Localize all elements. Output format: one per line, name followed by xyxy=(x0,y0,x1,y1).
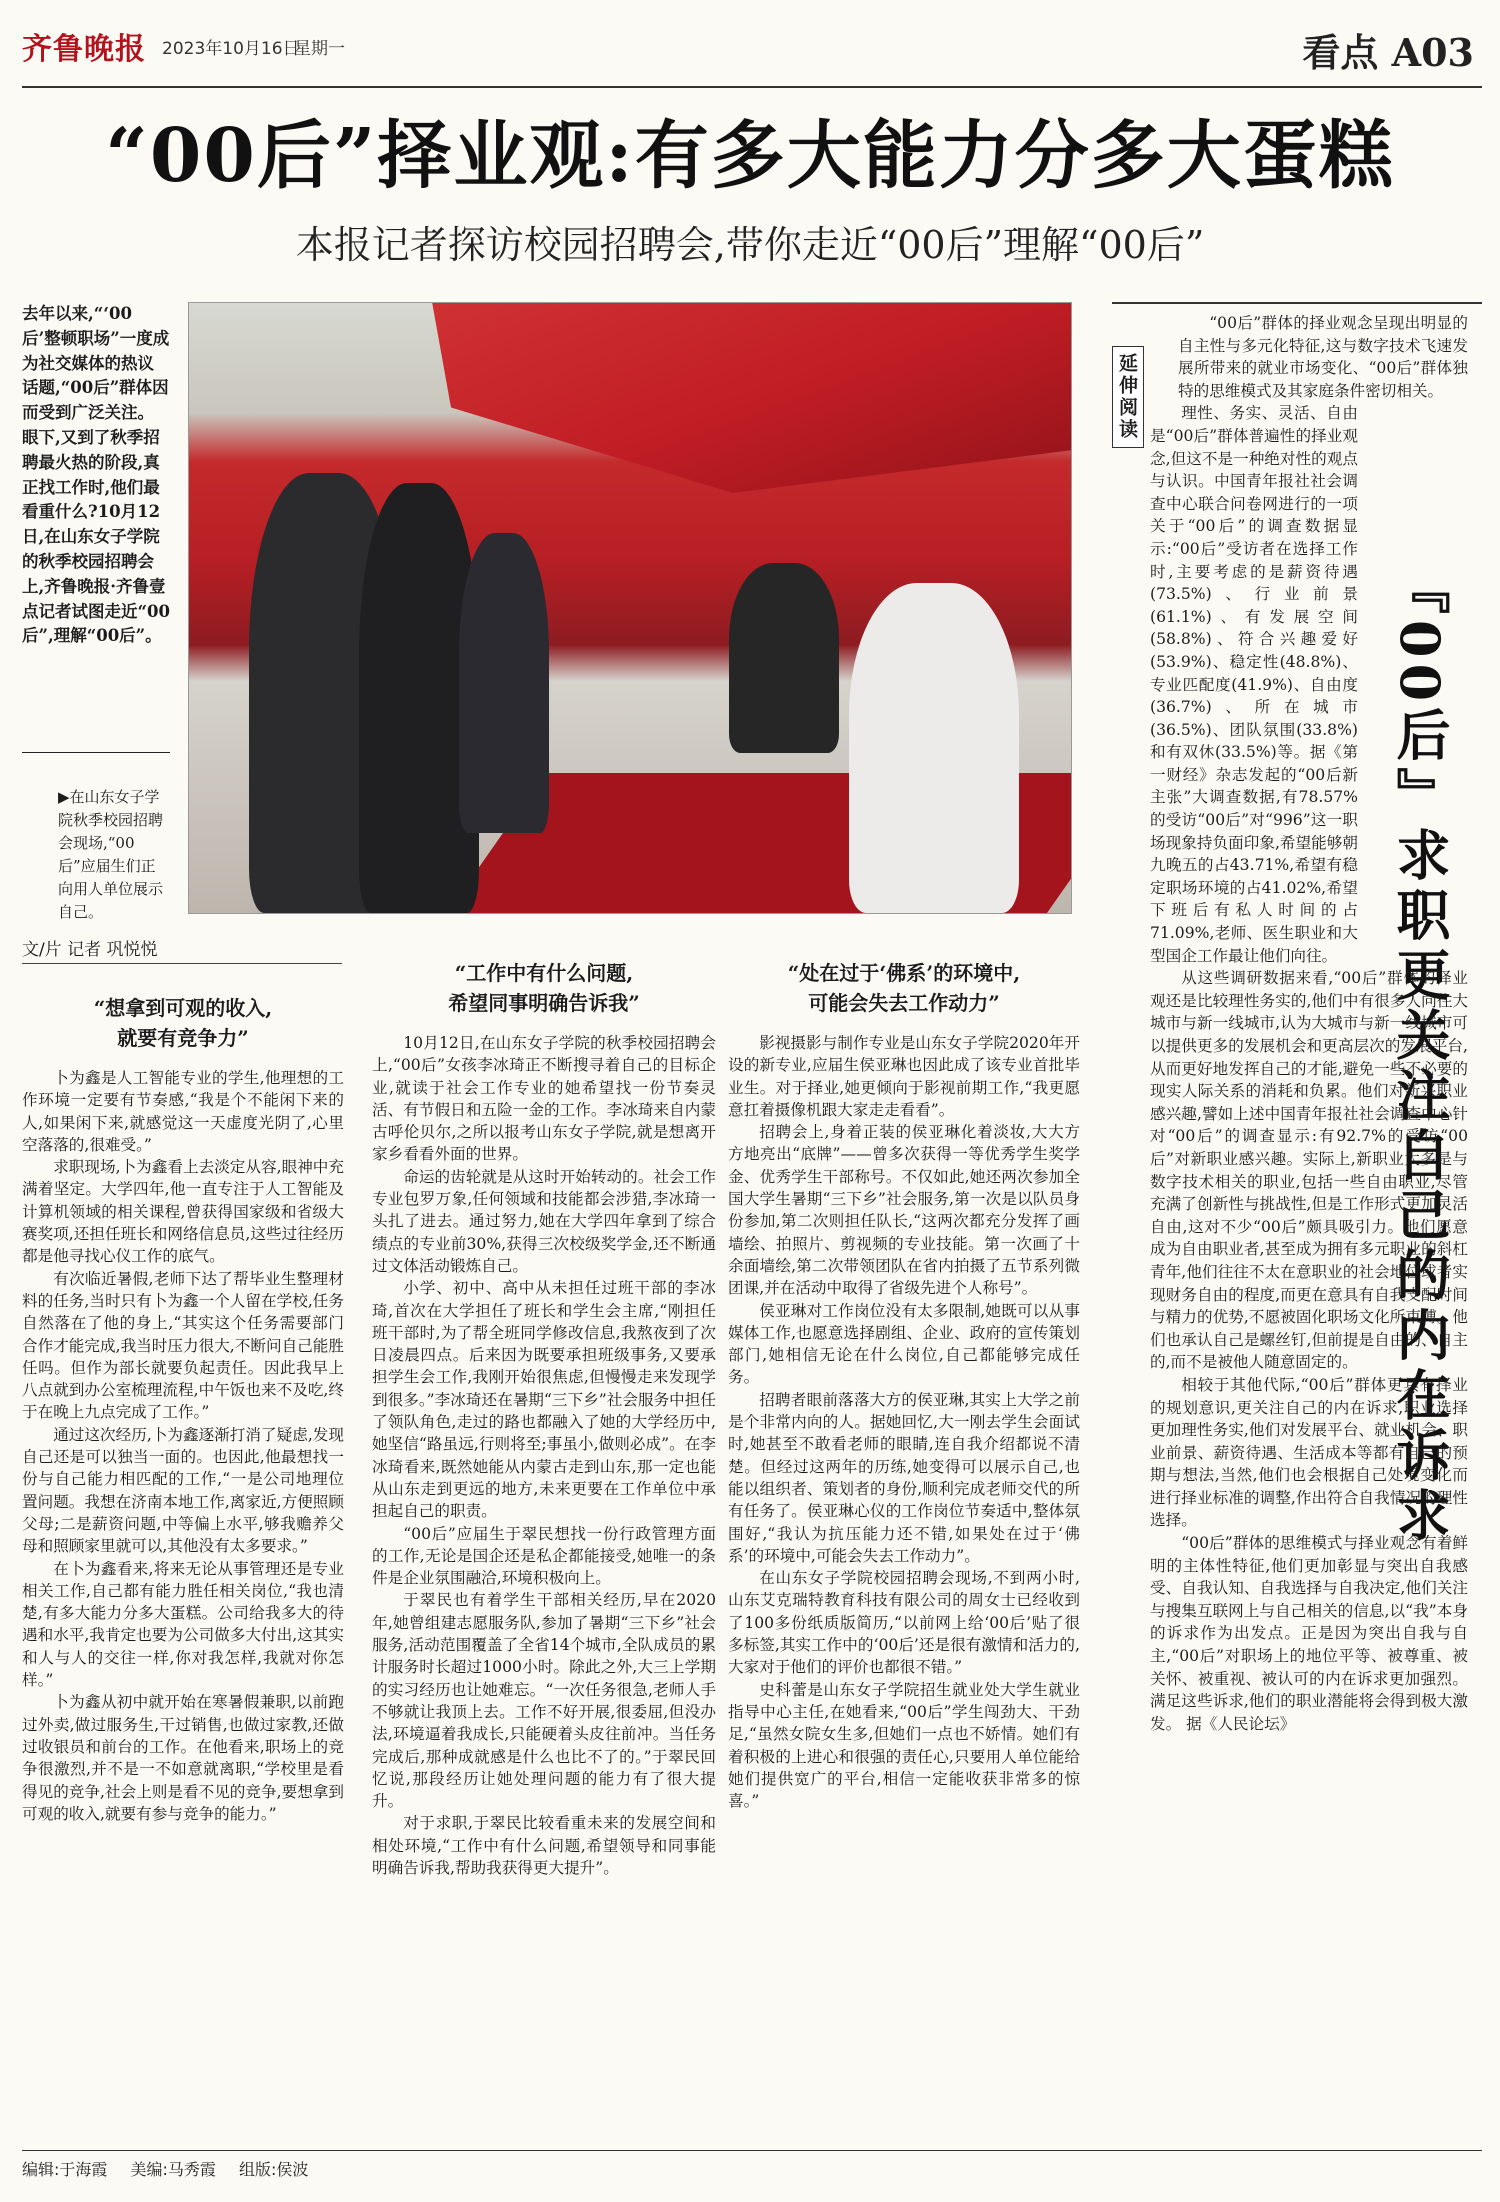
section-title: “处在过于‘佛系’的环境中, 可能会失去工作动力” xyxy=(787,961,1021,1015)
headline: “00后”择业观:有多大能力分多大蛋糕 xyxy=(105,113,1395,199)
paragraph: 侯亚琳对工作岗位没有太多限制,她既可以从事媒体工作,也愿意选择剧组、企业、政府的宣传策划部门,她相信无论在什么岗位,自己都能够完成任务。 xyxy=(728,1301,1080,1387)
paragraph: 史科蕾是山东女子学院招生就业处大学生就业指导中心主任,在她看来,“00后”学生闯劲大、干劲足,“虽然女院女生多,但她们一点也不娇情。她们有着积极的上进心和很强的责任心,只要用人单位能给她们提供宽广的平台,相信一定能收获非常多的惊喜。” xyxy=(728,1680,1080,1811)
photo-caption: ▶在山东女子学院秋季校园招聘会现场,“00后”应届生们正向用人单位展示自己。 xyxy=(58,788,164,921)
editor-credit: 编辑:于海霞 xyxy=(22,2160,108,2179)
paragraph: 影视摄影与制作专业是山东女子学院2020年开设的新专业,应届生侯亚琳也因此成了该专业首批毕业生。对于择业,她更倾向于影视前期工作,“我更愿意扛着摄像机跟大家走走看看”。 xyxy=(728,1034,1080,1119)
subheadline: 本报记者探访校园招聘会,带你走近“00后”理解“00后” xyxy=(295,223,1205,267)
section-title: “工作中有什么问题, 希望同事明确告诉我” xyxy=(448,961,640,1015)
paragraph: 从这些调研数据来看,“00后”群体的择业观还是比较理性务实的,他们中有很多人向往大城市与新一线城市,认为大城市与新一线城市可以提供更多的发展机会和更高层次的发展平台,从而更好地发挥自己的才能,避免一些不必要的现实人际关系的消耗和负累。他们对新兴职业感兴趣,譬如上述中国青年报社社会调查中心针对“00后”的调查显示:有92.7%的受访“00后”对新职业感兴趣。实际上,新职业大多是与数字技术相关的职业,包括一些自由职业,尽管充满了创新性与挑战性,但是工作形式更加灵活自由,这对不少“00后”颇具吸引力。他们愿意成为自由职业者,甚至成为拥有多元职业的斜杠青年,他们往往不太在意职业的社会地位或者实现财务自由的程度,而更在意具有自我支配时间与精力的优势,不愿被固化职场文化所束缚。他们也承认自己是螺丝钉,但前提是自由的、自主的,而不是被他人随意固定的。 xyxy=(1150,969,1468,1372)
photo-credit: 文/片 记者 巩悦悦 xyxy=(22,935,342,964)
paragraph: 在山东女子学院校园招聘会现场,不到两小时,山东艾克瑞特教育科技有限公司的周女士已经收到了100多份纸质版简历,“以前网上给‘00后’贴了很多标签,其实工作中的‘00后’还是很有激情和活力的,大家对于他们的评价也都很不错。” xyxy=(728,1569,1080,1677)
paragraph: 招聘会上,身着正装的侯亚琳化着淡妆,大大方方地亮出“底牌”——曾多次获得一等优秀学生奖学金、优秀学生干部称号。不仅如此,她还两次参加全国大学生暑期“三下乡”社会服务,第一次是以队员身份参加,第二次则担任队长,“这两次都充分发挥了画墙绘、拍照片、剪视频的专业技能。第一次画了十余面墙绘,第二次带领团队在省内拍摄了五节系列微团课,并在活动中取得了省级先进个人称号”。 xyxy=(728,1123,1080,1298)
lead-divider xyxy=(22,752,170,753)
paragraph: 卜为鑫是人工智能专业的学生,他理想的工作环境一定要有节奏感,“我是个不能闲下来的人,如果闲下来,就感觉这一天虚度光阴了,心里空落落的,很难受。” xyxy=(22,1069,344,1154)
masthead xyxy=(22,22,1482,88)
newspaper-logo: 齐鲁晚报 xyxy=(22,32,146,67)
paragraph: 招聘者眼前落落大方的侯亚琳,其实上大学之前是个非常内向的人。据她回忆,大一刚去学生会面试时,她甚至不敢看老师的眼睛,连自我介绍都说不清楚。但经过这两年的历练,她变得可以展示自己,也能以组织者、策划者的身份,顺利完成老师交代的所有任务了。侯亚琳心仪的工作岗位节奏适中,整体氛围好,“我认为抗压能力还不错,如果处在过于‘佛系’的环境中,可能会失去工作动力”。 xyxy=(728,1390,1080,1565)
recruitment-fair-photo xyxy=(188,302,1072,914)
paragraph: 在卜为鑫看来,将来无论从事管理还是专业相关工作,自己都有能力胜任相关岗位,“我也清楚,有多大能力分多大蛋糕。公司给我多大的待遇和水平,我肯定也要为公司做多大付出,这其实和人与人的交往一样,你对我怎样,我就对你怎样。” xyxy=(22,1559,344,1690)
recruiter-figure xyxy=(849,583,1019,913)
paragraph: “00后”群体的思维模式与择业观念有着鲜明的主体性特征,他们更加彰显与突出自我感受、自我认知、自我选择与自我决定,他们关注与搜集互联网上与自己相关的信息,以“我”本身的诉求作为出发点。正是因为突出自我与自主,“00后”对职场上的地位平等、被尊重、被关怀、被重视、被认可的内在诉求更加强烈。满足这些诉求,他们的职业潜能将会得到极大激发。 据《人民论坛》 xyxy=(1150,1534,1468,1733)
section-page-label: 看点 A03 xyxy=(1302,30,1474,75)
section-title: “想拿到可观的收入, 就要有竞争力” xyxy=(93,996,273,1050)
paragraph: 理性、务实、灵活、自由是“00后”群体普遍性的择业观念,但这不是一种绝对性的观点与认识。中国青年报社社会调查中心联合问卷网进行的一项关于“00后”的调查数据显示:“00后”受访者在选择工作时,主要考虑的是薪资待遇(73.5%)、行业前景(61.1%)、有发展空间(58.8%)、符合兴趣爱好(53.9%)、稳定性(48.8%)、专业匹配度(41.9%)、自由度(36.7%)、所在城市(36.5%)、团队氛围(33.8%)和有双休(33.5%)等。据《第一财经》杂志发起的“00后新主张”大调查数据,有78.57%的受访“00后”对“996”这一职场现象持负面印象,希望能够朝九晚五的占43.71%,希望有稳定职场环境的占41.02%,希望下班后有私人时间的占71.09%,老师、医生职业和大型国企工作最让他们向往。 xyxy=(1150,404,1358,965)
sidebar-top-rule xyxy=(1112,302,1482,304)
article-column-1 xyxy=(22,985,344,1825)
paragraph: 10月12日,在山东女子学院的秋季校园招聘会上,“00后”女孩李冰琦正不断搜寻着自己的目标企业,就读于社会工作专业的她希望找一份节奏灵活、有节假日和五险一金的工作。李冰琦来自内蒙古呼伦贝尔,之所以报考山东女子学院,就是想离开家乡看看外面的世界。 xyxy=(372,1034,716,1164)
paragraph: 求职现场,卜为鑫看上去淡定从容,眼神中充满着坚定。大学四年,他一直专注于人工智能及计算机领域的相关课程,曾获得国家级和省级大赛奖项,还担任班长和网络信息员,这些过往经历都是他寻找心仪工作的底气。 xyxy=(22,1158,344,1266)
article-column-3 xyxy=(728,950,1080,1812)
paragraph: 对于求职,于翠民比较看重未来的发展空间和相处环境,“工作中有什么问题,希望领导和同事能明确告诉我,帮助我获得更大提升”。 xyxy=(372,1814,716,1877)
paragraph: 相较于其他代际,“00后”群体更具有择业的规划意识,更关注自己的内在诉求,职业选择更加理性务实,他们对发展平台、就业机会、职业前景、薪资待遇、生活成本等都有自己的预期与想法,当然,他们也会根据自己处境变化而进行择业标准的调整,作出符合自我情况的理性选择。 xyxy=(1150,1375,1468,1530)
recruiter-figure xyxy=(729,563,839,753)
issue-weekday: 星期一 xyxy=(294,39,345,59)
sidebar-tag: 延伸阅读 xyxy=(1112,346,1144,448)
paragraph: “00后”群体的择业观念呈现出明显的自主性与多元化特征,这与数字技术飞速发展所带来的就业市场变化、“00后”群体独特的思维模式及其家庭条件密切相关。 xyxy=(1178,314,1468,400)
lead-paragraph: 去年以来,“‘00后’整顿职场”一度成为社交媒体的热议话题,“00后”群体因而受到广泛关注。眼下,又到了秋季招聘最火热的阶段,真正找工作时,他们最看重什么?10月12日,在山东女子学院的秋季校园招聘会上,齐鲁晚报·齐鲁壹点记者试图走近“00后”,理解“00后”。 xyxy=(22,304,170,646)
art-editor-credit: 美编:马秀霞 xyxy=(130,2160,216,2179)
article-column-2 xyxy=(372,950,716,1879)
student-figure xyxy=(459,533,549,833)
paragraph: 卜为鑫从初中就开始在寒暑假兼职,以前跑过外卖,做过服务生,干过销售,也做过家教,还做过收银员和前台的工作。在他看来,职场上的竞争很激烈,并不是一不如意就离职,“学校里是看得见的竞争,社会上则是看不见的竞争,要想拿到可观的收入,就要有参与竞争的能力。” xyxy=(22,1693,344,1823)
paragraph: 于翠民也有着学生干部相关经历,早在2020年,她曾组建志愿服务队,参加了暑期“三下乡”社会服务,活动范围覆盖了全省14个城市,全队成员的累计服务时长超过1000小时。除此之外,大三上学期的实习经历也让她难忘。“一次任务很急,老师人手不够就让我顶上去。工作不好开展,很委屈,但没办法,环境逼着我成长,只能硬着头皮往前冲。当任务完成后,那种成就感是什么也比不了的。”于翠民回忆说,那段经历让她处理问题的能力有了很大提升。 xyxy=(372,1591,716,1811)
paragraph: 通过这次经历,卜为鑫逐渐打消了疑虑,发现自己还是可以独当一面的。也因此,他最想找一份与自己能力相匹配的工作,“一是公司地理位置问题。我想在济南本地工作,离家近,方便照顾父母;二是薪资问题,中等偏上水平,够我赡养父母和照顾家里就可以,其他没有太多要求。” xyxy=(22,1425,344,1556)
red-tent-canopy xyxy=(188,303,1072,493)
paragraph: 有次临近暑假,老师下达了帮毕业生整理材料的任务,当时只有卜为鑫一个人留在学校,任务自然落在了他的身上,“其实这个任务需要部门合作才能完成,我当时压力很大,不断问自己能胜任吗。但作为部长就要负起责任。因此我早上八点就到办公室梳理流程,中午饭也来不及吃,终于在晚上九点完成了工作。” xyxy=(22,1269,344,1422)
paragraph: “00后”应届生于翠民想找一份行政管理方面的工作,无论是国企还是私企都能接受,她唯一的条件是企业氛围融洽,环境积极向上。 xyxy=(372,1524,716,1588)
proofreader-credit: 组版:侯波 xyxy=(239,2160,309,2179)
paragraph: 小学、初中、高中从未担任过班干部的李冰琦,首次在大学担任了班长和学生会主席,“刚担任班干部时,为了帮全班同学修改信息,我熬夜到了次日凌晨四点。后来因为既要承担班级事务,又要承担学生会工作,我刚开始很焦虑,但慢慢走来发现学到很多。”李冰琦还在暑期“三下乡”社会服务中担任了领队角色,走过的路也都融入了她的大学经历中,她坚信“路虽远,行则将至;事虽小,做则必成”。在李冰琦看来,既然她能从内蒙古走到山东,那一定也能从山东走到更远的地方,未来更要在工作单位中承担起自己的职责。 xyxy=(372,1279,716,1521)
paragraph: 命运的齿轮就是从这时开始转动的。社会工作专业包罗万象,任何领域和技能都会涉猎,李冰琦一头扎了进去。通过努力,她在大学四年拿到了综合绩点的专业前30%,获得三次校级奖学金,还不断通过文体活动锻炼自己。 xyxy=(372,1167,716,1275)
issue-date: 2023年10月16日 xyxy=(162,39,300,59)
sidebar-title: 『00后』求职更关注自己的内在诉求 xyxy=(1388,560,1452,1548)
sidebar-text xyxy=(1150,312,1468,1735)
page-footer xyxy=(22,2150,1482,2180)
